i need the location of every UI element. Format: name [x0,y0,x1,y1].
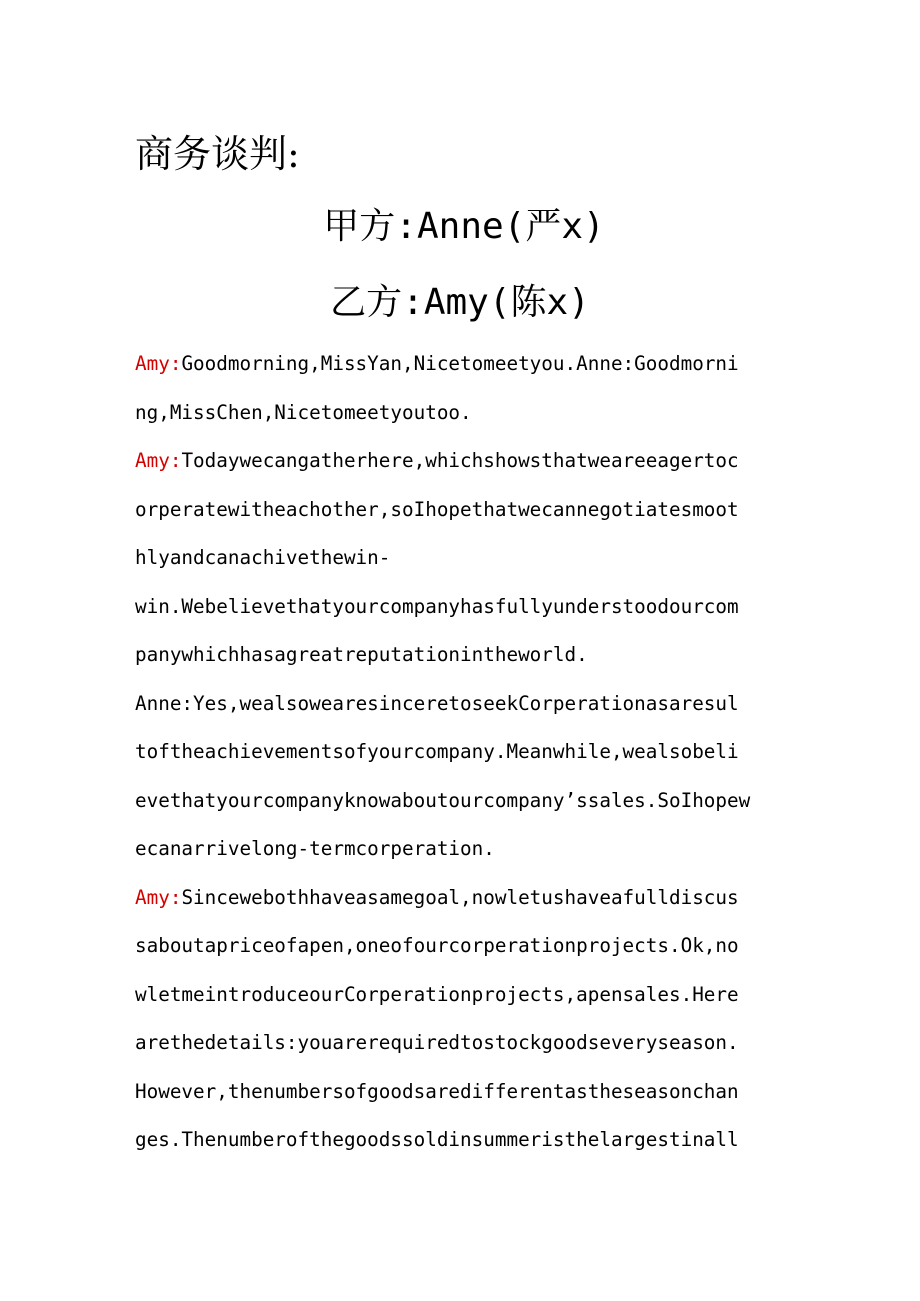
line-text: panywhichhasagreatreputationintheworld. [135,643,588,666]
speaker-label-amy: Amy: [135,352,182,375]
line-text: ecanarrivelong-termcorperation. [135,837,495,860]
line-text: orperatewitheachother,soIhopethatwecannegotiatesmoot [135,497,739,521]
line-text: arethedetails:youarerequiredtostockgoodseveryseason. [135,1031,739,1054]
dialogue-line-17 [135,1116,790,1165]
line-text: Todaywecangatherhere,whichshowsthatweareeagertoc [181,449,739,472]
dialogue-line-7 [135,631,790,680]
speaker-label-anne: Anne: [576,352,635,375]
party-a-line: 甲方:Anne(严x) [323,206,605,247]
dialogue-line-2 [135,389,790,438]
dialogue-line-11 [135,825,790,874]
line-text: win.Webelievethatyourcompanyhasfullyunderstoodourcom [135,594,739,618]
dialogue-line-3 [135,437,790,486]
dialogue-line-12 [135,874,790,923]
dialogue-line-10 [135,777,790,826]
line-text: Goodmorning,MissYan,Nicetomeetyou. [181,352,577,375]
document-heading: 商务谈判: [135,132,300,176]
speaker-label-amy: Amy: [135,885,182,909]
line-text: hlyandcanachivethewin- [135,546,391,569]
dialogue-line-8 [135,680,790,729]
line-text: Sincewebothhaveasamegoal,nowletushaveafulldiscus [181,885,739,909]
dialogue-line-1 [135,340,790,389]
dialogue-line-6 [135,583,790,632]
line-text: saboutapriceofapen,oneofourcorperationprojects.Ok,no [135,934,739,957]
dialogue-body [135,340,790,1165]
party-b-line: 乙方:Amy(陈x) [330,282,590,323]
dialogue-line-14 [135,971,790,1020]
line-text: Goodmorni [634,352,739,375]
line-text: ng,MissChen,Nicetomeetyoutoo. [135,400,472,424]
dialogue-line-4 [135,486,790,535]
line-text: ges.Thenumberofthegoodssoldinsummeristhelargestinall [135,1128,739,1151]
dialogue-line-9 [135,728,790,777]
dialogue-line-5 [135,534,790,583]
dialogue-line-13 [135,922,790,971]
line-text: toftheachievementsofyourcompany.Meanwhile,wealsobeli [135,740,739,763]
line-text: wletmeintroduceourCorperationprojects,apensales.Here [135,982,739,1006]
dialogue-line-16 [135,1068,790,1117]
line-text: evethatyourcompanyknowaboutourcompany’ssales.SoIhopew [135,788,751,812]
speaker-label-anne: Anne: [135,691,194,715]
line-text: However,thenumbersofgoodsaredifferentastheseasonchan [135,1079,739,1103]
dialogue-line-15 [135,1019,790,1068]
line-text: Yes,wealsowearesinceretoseekCorperationasaresul [193,691,739,715]
speaker-label-amy: Amy: [135,449,182,472]
